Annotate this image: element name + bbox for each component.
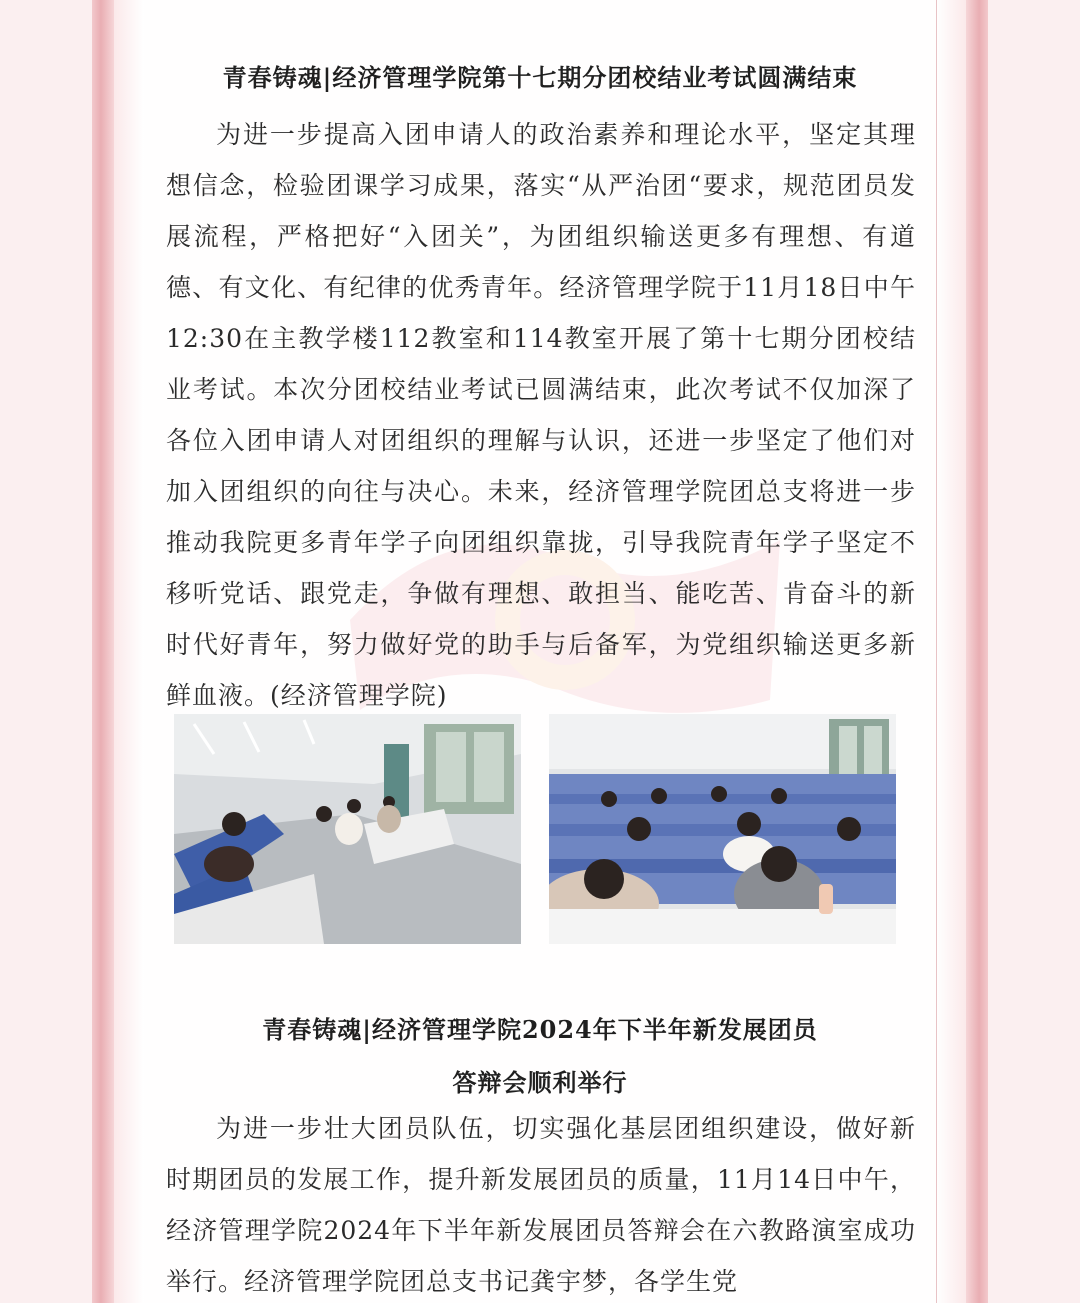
article1-title: 青春铸魂|经济管理学院第十七期分团校结业考试圆满结束 xyxy=(222,63,858,92)
exam-photo-left xyxy=(174,714,521,944)
right-border-inner xyxy=(936,0,966,1303)
left-border-stripe xyxy=(92,0,114,1303)
right-rule xyxy=(936,0,937,1303)
right-border-stripe xyxy=(966,0,988,1303)
article1-body: 为进一步提高入团申请人的政治素养和理论水平，坚定其理想信念，检验团课学习成果，落实“从严治团“要求，规范团员发展流程，严格把好“入团关”，为团组织输送更多有理想、有道德、有文化、有纪律的优秀青年。经济管理学院于11月18日中午12:30在主教学楼112教室和114教室开展了第十七期分团校结业考试。本次分团校结业考试已圆满结束，此次考试不仅加深了各位入团申请人对团组织的理解与认识，还进一步坚定了他们对加入团组织的向往与决心。未来，经济管理学院团总支将进一步推动我院更多青年学子向团组织靠拢，引导我院青年学子坚定不移听党话、跟党走，争做有理想、敢担当、能吃苦、肯奋斗的新时代好青年，努力做好党的助手与后备军，为党组织输送更多新鲜血液。(经济管理学院) xyxy=(166,120,916,710)
article2-title-line1: 青春铸魂|经济管理学院2024年下半年新发展团员 xyxy=(262,1015,818,1044)
article2-body: 为进一步壮大团员队伍，切实强化基层团组织建设，做好新时期团员的发展工作，提升新发展团员的质量，11月14日中午，经济管理学院2024年下半年新发展团员答辩会在六教路演室成功举行。经济管理学院团总支书记龚宇梦，各学生党 xyxy=(166,1114,916,1296)
exam-photo-right xyxy=(549,714,896,944)
left-border-inner xyxy=(114,0,144,1303)
left-border-outer xyxy=(0,0,92,1303)
article2-title-line2: 答辩会顺利举行 xyxy=(452,1068,628,1097)
right-border-outer xyxy=(988,0,1080,1303)
